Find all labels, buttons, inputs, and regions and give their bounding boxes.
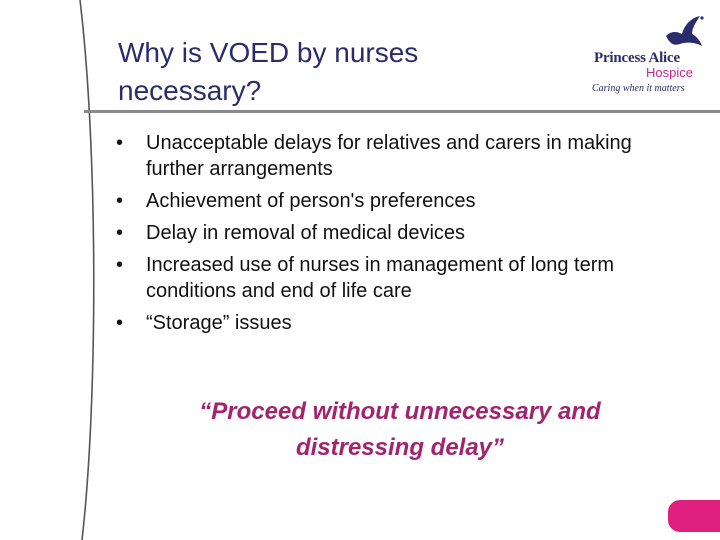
bullet-item	[112, 310, 672, 336]
title-divider	[84, 110, 720, 113]
bullet-text: Increased use of nurses in management of long term conditions and end of life care	[146, 254, 615, 302]
highlight-quote: “Proceed without unnecessary and distressing delay”	[199, 398, 601, 461]
bullet-text: Delay in removal of medical devices	[146, 222, 466, 244]
bullet-marker: •	[116, 312, 124, 334]
dove-icon	[662, 14, 706, 54]
bullet-text: “Storage” issues	[146, 312, 292, 334]
bullet-marker: •	[116, 132, 124, 154]
bullet-marker: •	[116, 222, 124, 244]
logo-name: Princess Alice	[594, 50, 680, 66]
bullet-marker: •	[116, 190, 124, 212]
bullet-item	[112, 252, 672, 304]
bullet-text: Achievement of person's preferences	[146, 190, 476, 212]
logo-tagline: Caring when it matters	[592, 83, 685, 94]
logo	[586, 12, 710, 96]
logo-sub: Hospice	[646, 65, 693, 80]
slide-title: Why is VOED by nurses necessary?	[118, 37, 419, 106]
corner-accent-tab	[668, 500, 720, 532]
bullet-item	[112, 130, 672, 182]
bullet-item	[112, 188, 672, 214]
bullet-list	[112, 130, 672, 342]
bullet-text: Unacceptable delays for relatives and carers in making further arrangements	[146, 132, 632, 180]
bullet-marker: •	[116, 254, 124, 276]
bullet-item	[112, 220, 672, 246]
